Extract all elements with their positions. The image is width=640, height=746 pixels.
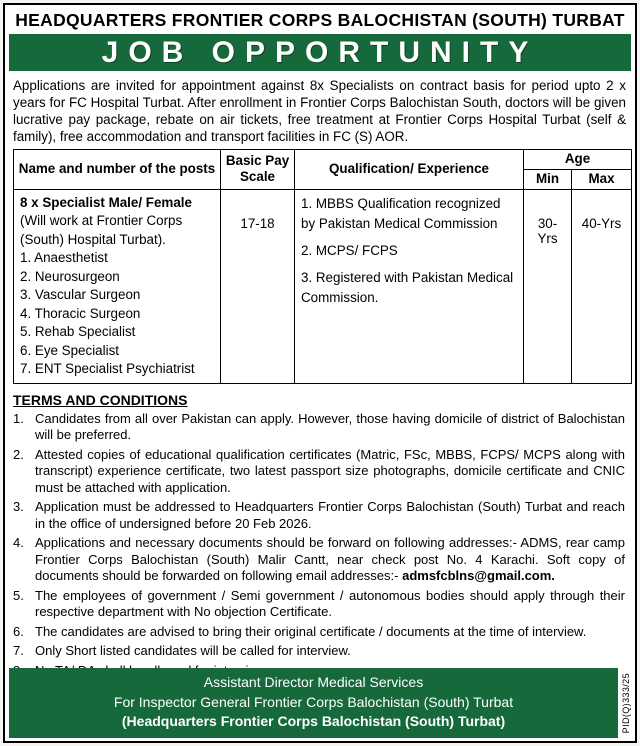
qualification-cell — [295, 189, 524, 383]
table-row — [14, 189, 632, 383]
term-number: 4. — [13, 535, 24, 551]
term-text: The candidates are advised to bring their original certificate / documents at the time of interview. — [35, 623, 587, 639]
term-text: Candidates from all over Pakistan can apply. However, those having domicile of district of Balochistan will be preferred. — [35, 410, 625, 443]
posts-cell — [14, 189, 221, 383]
term-number: 1. — [13, 410, 24, 426]
col-header-age-max: Max — [572, 169, 632, 189]
pay-scale-value: 17-18 — [221, 189, 295, 383]
table-header-row-1 — [14, 150, 632, 170]
footer-line-1: Assistant Director Medical Services — [203, 674, 424, 691]
post-item: 5. Rehab Specialist — [20, 324, 136, 340]
term-number: 5. — [13, 587, 24, 603]
term-text: Application must be addressed to Headquarters Frontier Corps Balochistan (South) Turbat and reach in the office of undersigned before 20 Feb 2026. — [35, 499, 625, 531]
post-item: 7. ENT Specialist Psychiatrist — [20, 361, 195, 377]
term-item — [13, 447, 625, 497]
term-item — [13, 643, 625, 660]
page-title: HEADQUARTERS FRONTIER CORPS BALOCHISTAN (SOUTH) TURBAT — [15, 10, 625, 30]
term-number: 7. — [13, 643, 24, 659]
term-text — [35, 535, 625, 585]
term-text: Only Short listed candidates will be called for interview. — [35, 643, 351, 659]
term-item — [13, 411, 625, 444]
col-header-pay-scale: Basic Pay Scale — [221, 150, 295, 190]
job-advertisement — [3, 3, 637, 743]
footer-banner — [9, 668, 618, 738]
footer-line-3: (Headquarters Frontier Corps Balochistan (South) Turbat) — [121, 713, 506, 730]
pid-number: PID(Q)333/25 — [620, 672, 631, 734]
email-address: admsfcblns@gmail.com. — [402, 568, 555, 584]
age-max-value: 40-Yrs — [572, 189, 632, 383]
col-header-age: Age — [524, 150, 632, 170]
terms-list — [13, 411, 625, 680]
qualification-item: 1. MBBS Qualification recognized by Pakistan Medical Commission — [301, 195, 501, 231]
intro-paragraph: Applications are invited for appointment against 8x Specialists on contract basis for period upto 2 x years for FC Hospital Turbat. After enrollment in Frontier Corps Balochistan South, doctors will be given lucrative pay package, rebate on air tickets, free treatment at Frontier Corps Hospital Turbat (self & family), free accommodation and transport facilities in FC (S) AOR. — [13, 78, 626, 145]
footer-line-2: For Inspector General Frontier Corps Balochistan (South) Turbat — [113, 693, 514, 710]
term-text-segment: Applications and necessary documents should be forward on following addresses:- ADMS, rear camp Frontier Corps Balochistan (South) Malir Cantt, near check post No. 4 Karachi. Soft copy of documents should be forwarded on following email addresses:- — [35, 535, 625, 584]
footer-row — [9, 668, 633, 738]
job-opportunity-banner: JOB OPPORTUNITY — [9, 34, 631, 71]
post-item: 3. Vascular Surgeon — [20, 287, 141, 303]
terms-heading: TERMS AND CONDITIONS — [13, 391, 188, 408]
post-note: (Will work at Frontier Corps (South) Hospital Turbat). — [20, 213, 183, 247]
col-header-qualification: Qualification/ Experience — [295, 150, 524, 190]
term-number: 2. — [13, 446, 24, 462]
age-min-value: 30-Yrs — [524, 189, 572, 383]
term-item — [13, 499, 625, 532]
pid-strip — [618, 668, 633, 738]
qualification-item: 2. MCPS/ FCPS — [301, 242, 398, 258]
term-item — [13, 535, 625, 585]
post-item: 6. Eye Specialist — [20, 342, 119, 358]
term-number: 6. — [13, 623, 24, 639]
col-header-age-min: Min — [524, 169, 572, 189]
term-item — [13, 588, 625, 621]
post-item: 2. Neurosurgeon — [20, 268, 120, 284]
post-item: 1. Anaesthetist — [20, 250, 108, 266]
post-title: 8 x Specialist Male/ Female — [20, 194, 192, 210]
qualification-item: 3. Registered with Pakistan Medical Commission. — [301, 269, 514, 305]
post-item: 4. Thoracic Surgeon — [20, 305, 141, 321]
col-header-posts: Name and number of the posts — [14, 150, 221, 190]
term-item — [13, 624, 625, 641]
term-number: 3. — [13, 499, 24, 515]
posts-table — [13, 149, 632, 384]
term-text: The employees of government / Semi government / autonomous bodies should apply through their respective department with No objection Certificate. — [35, 587, 625, 620]
term-text: Attested copies of educational qualification certificates (Matric, FSc, MBBS, FCPS/ MCPS along with transcript) experience certificate, two latest passport size photographs, domicile certificate and CNIC must be attached with application. — [35, 446, 625, 495]
